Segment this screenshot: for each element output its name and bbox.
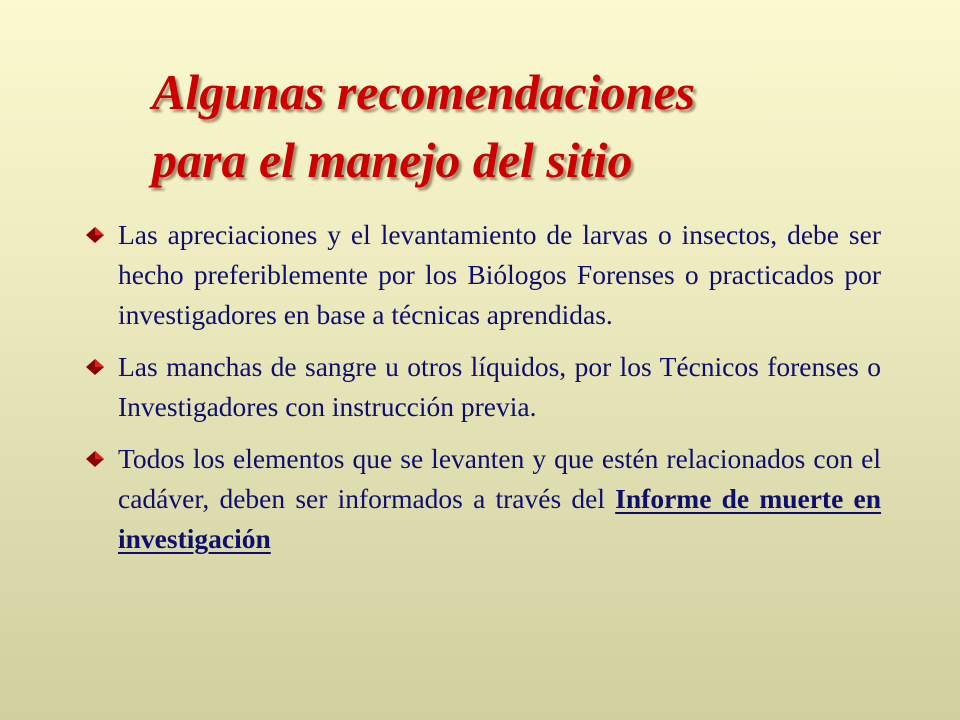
bullet-list [118, 215, 881, 571]
bullet-text: Las apreciaciones y el levantamiento de larvas o insectos, debe ser hecho preferiblemente por los Biólogos Forenses o practicados por investigadores en base a técnicas aprendidas. [118, 219, 881, 330]
bullet-text: Las manchas de sangre u otros líquidos, por los Técnicos forenses o Investigadores con instrucción previa. [118, 351, 881, 422]
slide-title [152, 58, 932, 194]
bullet-item-manchas [118, 347, 881, 427]
bullet-item-larvas [118, 215, 881, 335]
diamond-bullet-icon [86, 451, 104, 467]
title-line-1: Algunas recomendaciones [152, 64, 696, 120]
informe-link[interactable]: Informe de muerte en investigación [118, 483, 882, 554]
bullet-item-elementos [118, 439, 881, 559]
title-line-2: para el manejo del sitio [152, 132, 633, 188]
bullet-text: Todos los elementos que se levanten y que estén relacionados con el cadáver, deben ser informados a través del [118, 443, 881, 514]
diamond-bullet-icon [86, 359, 104, 375]
diamond-bullet-icon [86, 227, 104, 243]
